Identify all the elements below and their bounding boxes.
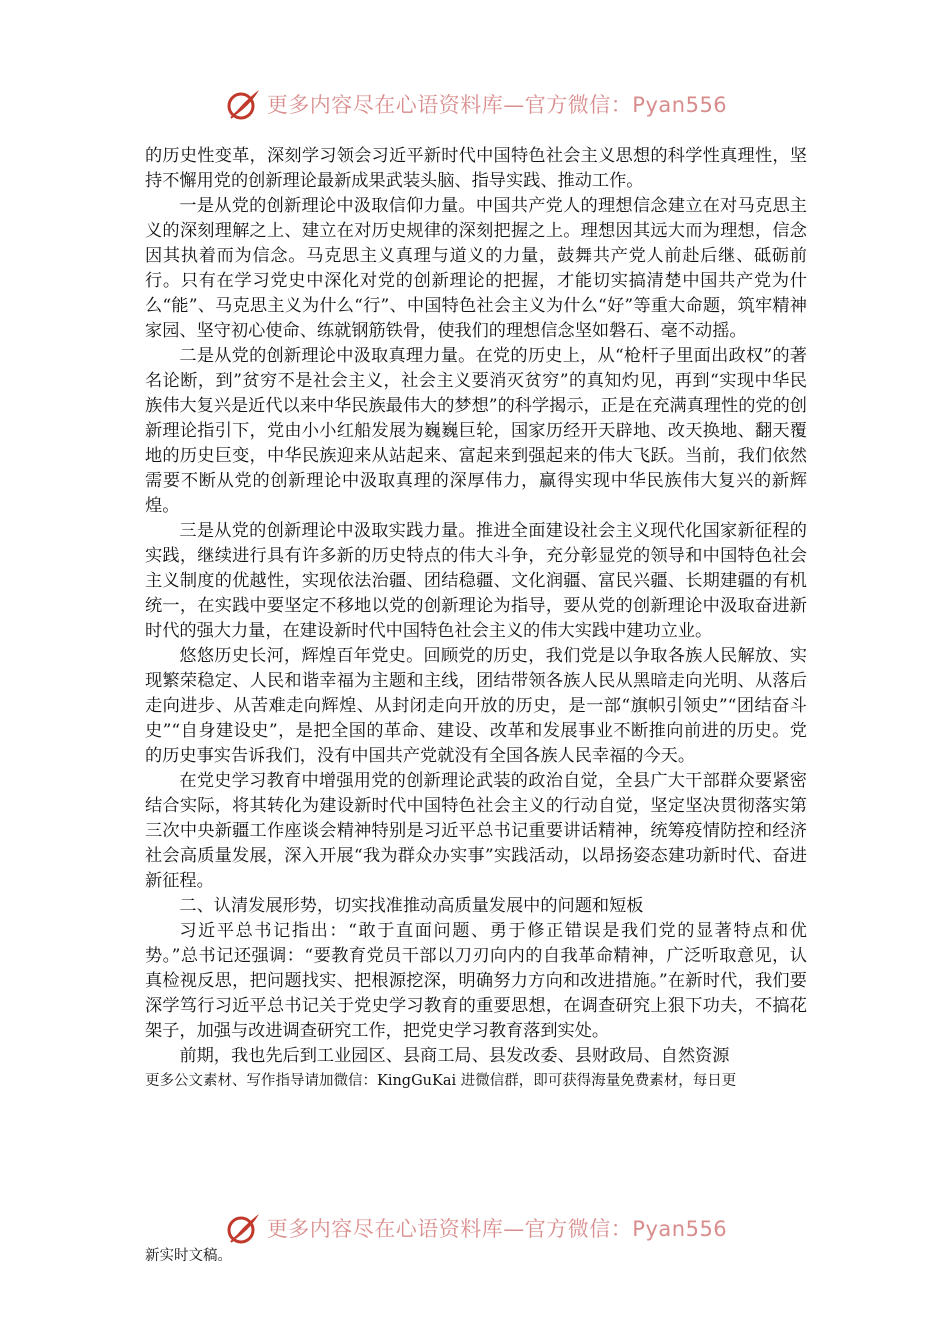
- paragraph-quote: 习近平总书记指出：“敢于直面问题、勇于修正错误是我们党的显著特点和优势。”总书记还强调：“要教育党员干部以刀刃向内的自我革命精神，广泛听取意见，认真检视反思，把问题找实、把根源挖深，明确努力方向和改进措施。”在新时代，我们要深学笃行习近平总书记关于党史学习教育的重要思想，在调查研究上狠下功夫，不搞花架子，加强与改进调查研究工作，把党史学习教育落到实处。: [145, 921, 807, 1041]
- paragraph-research: 前期，我也先后到工业园区、县商工局、县发改委、县财政局、自然资源: [179, 1046, 730, 1066]
- paragraph-truth: 二是从党的创新理论中汲取真理力量。在党的历史上，从“枪杆子里面出政权”的著名论断，到”贫穷不是社会主义，社会主义要消灭贫穷”的真知灼见，再到“实现中华民族伟大复兴是近代以来中华民族最伟大的梦想”的科学揭示，正是在充满真理性的党的创新理论指引下，党由小小红船发展为巍巍巨轮，国家历经开天辟地、改天换地、翻天覆地的历史巨变，中华民族迎来从站起来、富起来到强起来的伟大飞跃。当前，我们依然需要不断从党的创新理论中汲取真理的深厚伟力，赢得实现中华民族伟大复兴的新辉煌。: [145, 346, 807, 516]
- paragraph-practice: 三是从党的创新理论中汲取实践力量。推进全面建设社会主义现代化国家新征程的实践，继续进行具有许多新的历史特点的伟大斗争，充分彰显党的领导和中国特色社会主义制度的优越性，实现依法治疆、团结稳疆、文化润疆、富民兴疆、长期建疆的有机统一，在实践中要坚定不移地以党的创新理论为指导，要从党的创新理论中汲取奋进新时代的强大力量，在建设新时代中国特色社会主义的伟大实践中建功立业。: [145, 521, 807, 641]
- tail-text: 新实时文稿。: [145, 1248, 232, 1264]
- footer-watermark-banner: [0, 1208, 950, 1248]
- section-heading: 二、认清发展形势，切实找准推动高质量发展中的问题和短板: [179, 896, 644, 916]
- quill-logo-icon: [223, 1208, 263, 1248]
- footer-banner-text: 更多内容尽在心语资料库—官方微信：Pyan556: [266, 1217, 728, 1241]
- header-banner-text: 更多内容尽在心语资料库—官方微信：Pyan556: [266, 93, 728, 117]
- paragraph-faith: 一是从党的创新理论中汲取信仰力量。中国共产党人的理想信念建立在对马克思主义的深刻理解之上、建立在对历史规律的深刻把握之上。理想因其远大而为理想，信念因其执着而为信念。马克思主义真理与道义的力量，鼓舞共产党人前赴后继、砥砺前行。只有在学习党史中深化对党的创新理论的把握，才能切实搞清楚中国共产党为什么“能”、马克思主义为什么“行”、中国特色社会主义为什么“好”等重大命题，筑牢精神家园、坚守初心使命、练就钢筋铁骨，使我们的理想信念坚如磐石、毫不动摇。: [145, 196, 807, 341]
- quill-logo-icon: [223, 84, 263, 124]
- promo-line: 更多公文素材、写作指导请加微信：KingGuKai 进微信群，即可获得海量免费素材，每日更: [145, 1073, 737, 1089]
- document-body: [145, 144, 807, 1094]
- paragraph-continuation: 的历史性变革，深刻学习领会习近平新时代中国特色社会主义思想的科学性真理性，坚持不懈用党的创新理论最新成果武装头脑、指导实践、推动工作。: [145, 146, 807, 191]
- paragraph-history: 悠悠历史长河，辉煌百年党史。回顾党的历史，我们党是以争取各族人民解放、实现繁荣稳定、人民和谐幸福为主题和主线，团结带领各族人民从黑暗走向光明、从落后走向进步、从苦难走向辉煌、从封闭走向开放的历史，是一部“旗帜引领史”“团结奋斗史”“自身建设史”，是把全国的革命、建设、改革和发展事业不断推向前进的历史。党的历史事实告诉我们，没有中国共产党就没有全国各族人民幸福的今天。: [145, 646, 807, 766]
- header-watermark-banner: [0, 84, 950, 124]
- paragraph-awareness: 在党史学习教育中增强用党的创新理论武装的政治自觉，全县广大干部群众要紧密结合实际，将其转化为建设新时代中国特色社会主义的行动自觉，坚定坚决贯彻落实第三次中央新疆工作座谈会精神特别是习近平总书记重要讲话精神，统筹疫情防控和经济社会高质量发展，深入开展“我为群众办实事”实践活动，以昂扬姿态建功新时代、奋进新征程。: [145, 771, 807, 891]
